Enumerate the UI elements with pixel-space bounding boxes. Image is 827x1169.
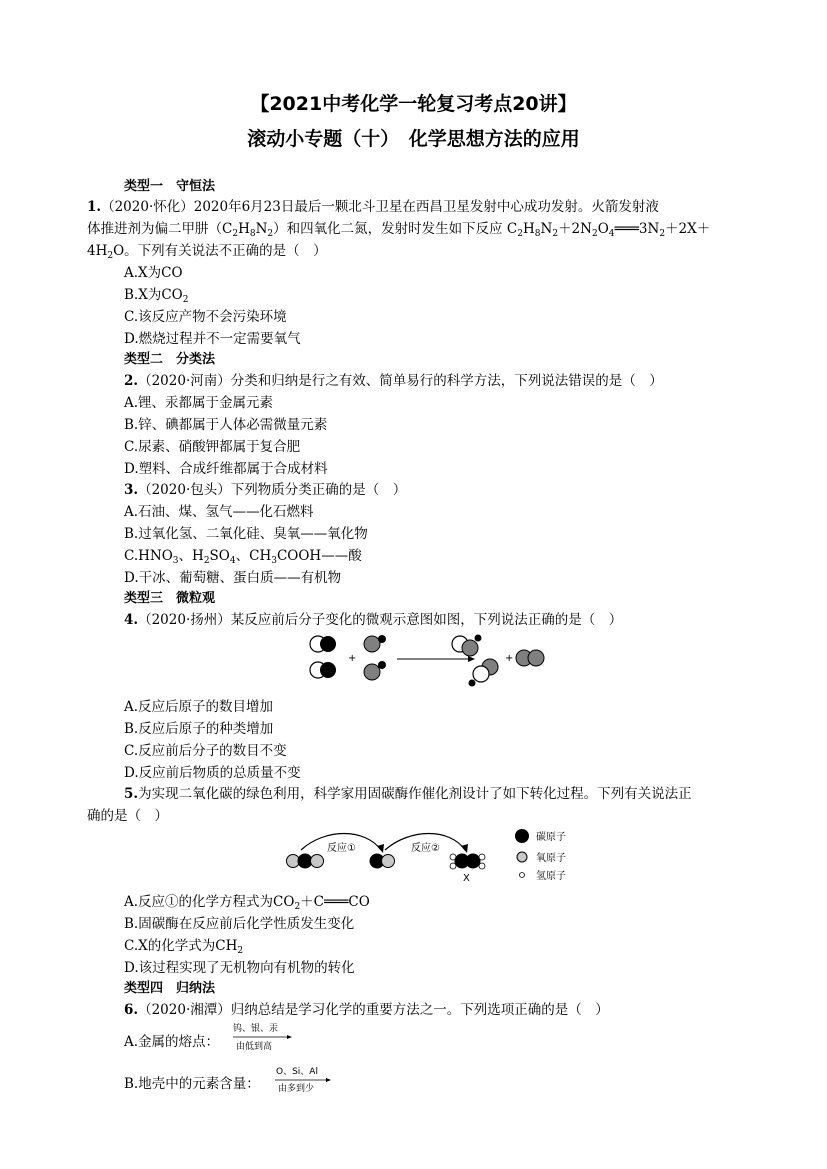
document-subtitle: 滚动小专题（十） 化学思想方法的应用 <box>247 128 580 150</box>
q5-conversion-diagram <box>285 826 615 884</box>
q2-option-b: B.锌、碘都属于人体必需微量元素 <box>124 417 328 433</box>
q5-stem-line2: 确的是（ ） <box>87 808 168 824</box>
q1-text1: （2020·怀化）2020年6月23日最后一颗北斗卫星在西昌卫星发射中心成功发射。火箭发射液 <box>101 199 659 215</box>
section-heading-type2: 类型二 分类法 <box>124 352 216 367</box>
q6-b-top-label: O、Si、Al <box>276 1067 318 1077</box>
legend-oxygen: 氧原子 <box>536 853 566 864</box>
q5-x-molecule <box>450 854 485 870</box>
q5-option-c: C.X的化学式为$CH_2$ <box>124 938 244 956</box>
q3-option-c: $C.HNO_3$、$H_2SO_4$、$CH_3COOH——$酸 <box>124 548 362 566</box>
q4-plus-1: + <box>348 653 357 664</box>
q6-option-a: A.金属的熔点： <box>124 1034 220 1050</box>
q5-co2-molecule <box>287 854 324 869</box>
q5-legend <box>515 829 566 882</box>
q4-option-d: D.反应前后物质的总质量不变 <box>124 765 301 781</box>
q4-molecule-diagram <box>300 630 560 690</box>
q5-co-molecule <box>370 854 395 869</box>
q1-number: 1. <box>87 199 102 215</box>
q6-b-bottom-label: 由多到少 <box>278 1084 315 1094</box>
q1-option-c: C.该反应产物不会污染环境 <box>124 309 287 325</box>
q6-a-top-label: 钨、银、汞 <box>233 1024 279 1034</box>
q3-option-b: B.过氧化氢、二氧化硅、臭氧——氧化物 <box>124 526 368 542</box>
q6-option-a-scale <box>230 1020 300 1056</box>
q3-option-a: A.石油、煤、氢气——化石燃料 <box>124 504 314 520</box>
q2-option-c: C.尿素、硝酸钾都属于复合肥 <box>124 439 301 455</box>
q6-option-b-scale <box>272 1064 342 1100</box>
q6-stem: 6.（2020·湘潭）归纳总结是学习化学的重要方法之一。下列选项正确的是（ ） <box>124 1002 609 1018</box>
q1-stem-line3: $4H_2O$。下列有关说法不正确的是（ ） <box>87 243 327 261</box>
section-heading-type1: 类型一 守恒法 <box>124 179 216 194</box>
q1-stem-line2: 体推进剂为偏二甲肼$(C_2H_8N_2)$和四氧化二氮，发射时发生如下反应 $C_2H_8N_2+2N_2O_4═══3N_2+2X+$ <box>87 221 711 239</box>
q1-option-a: A.X为CO <box>124 265 183 281</box>
q5-stem-line1: 5.为实现二氧化碳的绿色利用，科学家用固碳酶作催化剂设计了如下转化过程。下列有关说法正 <box>124 786 692 802</box>
q5-reaction1-label: 反应① <box>327 843 356 854</box>
legend-carbon: 碳原子 <box>536 832 566 843</box>
q2-option-a: A.锂、汞都属于金属元素 <box>124 395 274 411</box>
section-heading-type3: 类型三 微粒观 <box>124 591 216 606</box>
q4-reactant-molecule-1 <box>310 636 336 678</box>
q3-stem: 3.（2020·包头）下列物质分类正确的是（ ） <box>124 482 407 498</box>
q6-a-bottom-label: 由低到高 <box>236 1042 273 1052</box>
q1-option-b: B.X为$CO_2$ <box>124 287 189 305</box>
q5-x-label: X <box>463 873 470 884</box>
q5-option-b: B.固碳酶在反应前后化学性质发生变化 <box>124 916 355 932</box>
q4-product-molecules <box>452 635 498 687</box>
q4-stem: 4.（2020·扬州）某反应前后分子变化的微观示意图如图，下列说法正确的是（ ） <box>124 612 623 628</box>
section-heading-type4: 类型四 归纳法 <box>124 981 216 996</box>
q4-option-b: B.反应后原子的种类增加 <box>124 721 274 737</box>
q5-reaction2-label: 反应② <box>411 843 440 854</box>
document-title: 【2021中考化学一轮复习考点20讲】 <box>250 93 577 115</box>
q4-reactant-molecule-2 <box>364 635 386 680</box>
legend-hydrogen: 氢原子 <box>536 871 566 882</box>
q4-option-a: A.反应后原子的数目增加 <box>124 699 274 715</box>
q2-option-d: D.塑料、合成纤维都属于合成材料 <box>124 461 328 477</box>
q1-stem-line1 <box>87 197 740 217</box>
q4-option-c: C.反应前后分子的数目不变 <box>124 743 287 759</box>
q6-option-b: B.地壳中的元素含量： <box>124 1076 260 1092</box>
q4-plus-2: + <box>505 653 514 664</box>
q4-product-molecule-2 <box>516 650 544 666</box>
q2-stem: 2.（2020·河南）分类和归纳是行之有效、简单易行的科学方法，下列说法错误的是（ ） <box>124 373 663 389</box>
q5-option-d: D.该过程实现了无机物向有机物的转化 <box>124 960 355 976</box>
q1-option-d: D.燃烧过程并不一定需要氧气 <box>124 331 301 347</box>
q3-option-d: D.干冰、葡萄糖、蛋白质——有机物 <box>124 570 342 586</box>
q5-option-a: A.反应①的化学方程式为$CO_2+C═══CO$ <box>124 894 370 912</box>
